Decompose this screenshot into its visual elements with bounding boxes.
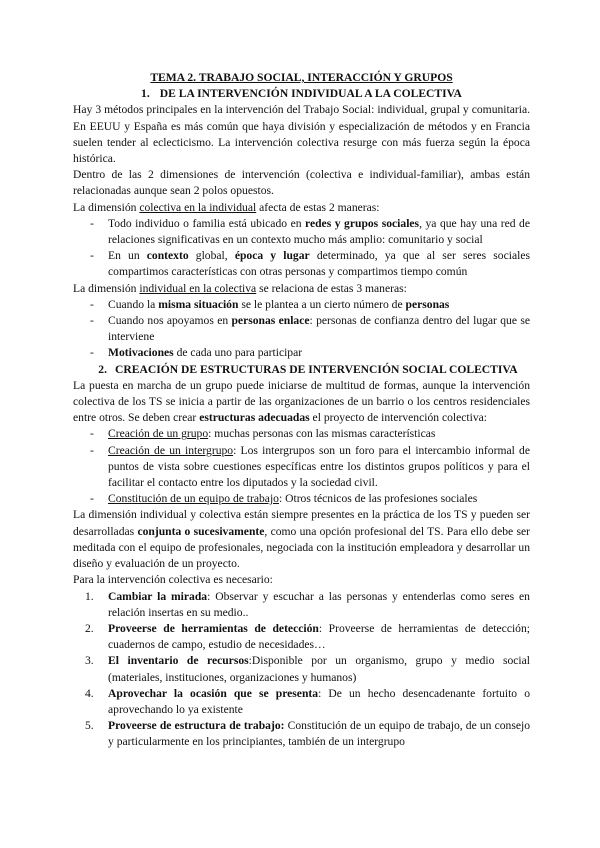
section-1-heading bbox=[73, 86, 530, 102]
paragraph-necessary: Para la intervención colectiva es necesario: bbox=[73, 573, 273, 587]
paragraph-methods: Hay 3 métodos principales en la intervención del Trabajo Social: individual, grupal y comunitaria. En EEUU y España es más común que haya división y especialización de métodos y en Francia suelen tender al eclecticismo. La intervención colectiva resurge con más fuerza según la época histórica. bbox=[73, 103, 530, 166]
section-1-title: DE LA INTERVENCIÓN INDIVIDUAL A LA COLECTIVA bbox=[159, 87, 462, 101]
paragraph-dimensions-practice: La dimensión individual y colectiva están siempre presentes en la práctica de los TS y pueden ser desarrolladas conjunta o sucesivamente, como una opción profesional del TS. Para ello debe ser meditada con el equipo de profesionales, negociada con la institución empleadora y desarrollar un diseño y evaluación de un proyecto. bbox=[73, 508, 530, 571]
list-item: - Creación de un intergrupo: Los intergrupos son un foro para el intercambio informal de puntos de vista sobre cuestiones específicas entre los distintos grupos políticos y para el facilitar el contacto entre los diputados y la sociedad civil. bbox=[90, 443, 530, 490]
section-2-title: CREACIÓN DE ESTRUCTURAS DE INTERVENCIÓN SOCIAL COLECTIVA bbox=[115, 362, 518, 376]
list-item: 3. El inventario de recursos:Disponible por un organismo, grupo y medio social (materiales, instituciones, organizaciones y humanos) bbox=[85, 654, 530, 684]
list-item: 5. Proveerse de estructura de trabajo: Constitución de un equipo de trabajo, de un consejo y particularmente en los principiantes, también de un intergrupo bbox=[85, 719, 530, 749]
list-item: 1. Cambiar la mirada: Observar y escuchar a las personas y entenderlas como seres en relación insertas en su medio.. bbox=[85, 589, 530, 619]
list-item: - Cuando la misma situación se le plantea a un cierto número de personas bbox=[90, 297, 450, 311]
paragraph-dimensions: Dentro de las 2 dimensiones de intervención (colectiva e individual-familiar), ambas están relacionadas aunque sean 2 polos opuestos. bbox=[73, 168, 530, 198]
dimension-collective-term: colectiva en la individual bbox=[139, 200, 257, 214]
list-item: - Todo individuo o familia está ubicado en redes y grupos sociales, ya que hay una red de relaciones significativas en un contexto mucho más amplio: comunitario y social bbox=[90, 216, 530, 247]
list-item: - Motivaciones de cada uno para participar bbox=[90, 346, 303, 360]
section-2-heading bbox=[73, 362, 530, 378]
section-1-number: 1. bbox=[141, 87, 150, 101]
list-item: - En un contexto global, época y lugar determinado, ya que al ser seres sociales compartimos características con otras personas y compartimos tiempo común bbox=[90, 249, 530, 279]
section-2-number: 2. bbox=[98, 362, 107, 376]
paragraph-structures: La puesta en marcha de un grupo puede iniciarse de multitud de formas, aunque la intervención colectiva de los TS se inicia a partir de las organizaciones de un barrio o los centros residenciales entre otros. Se deben crear estructuras adecuadas el proyecto de intervención colectiva: bbox=[73, 378, 530, 425]
list-item: 2. Proveerse de herramientas de detección: Proveerse de herramientas de detección; cuadernos de campo, estudio de necesidades… bbox=[85, 621, 530, 652]
dimension-individual-term: individual en la colectiva bbox=[139, 281, 257, 295]
dimension-collective-list bbox=[73, 216, 530, 281]
dimension-individual-intro: La dimensión individual en la colectiva se relaciona de estas 3 maneras: bbox=[73, 281, 407, 295]
structures-list bbox=[73, 426, 530, 507]
document-title: TEMA 2. TRABAJO SOCIAL, INTERACCIÓN Y GRUPOS bbox=[150, 71, 453, 84]
list-item: - Creación de un grupo: muchas personas con las mismas características bbox=[90, 427, 436, 441]
dimension-individual-list bbox=[73, 297, 530, 362]
steps-list bbox=[73, 589, 530, 751]
list-item: - Constitución de un equipo de trabajo: Otros técnicos de las profesiones sociales bbox=[90, 492, 478, 506]
list-item: 4. Aprovechar la ocasión que se presenta: De un hecho desencadenante fortuito o aprovechando lo ya existente bbox=[85, 686, 530, 716]
dimension-collective-intro: La dimensión colectiva en la individual afecta de estas 2 maneras: bbox=[73, 200, 380, 214]
list-item: - Cuando nos apoyamos en personas enlace: personas de confianza dentro del lugar que se interviene bbox=[90, 314, 530, 344]
